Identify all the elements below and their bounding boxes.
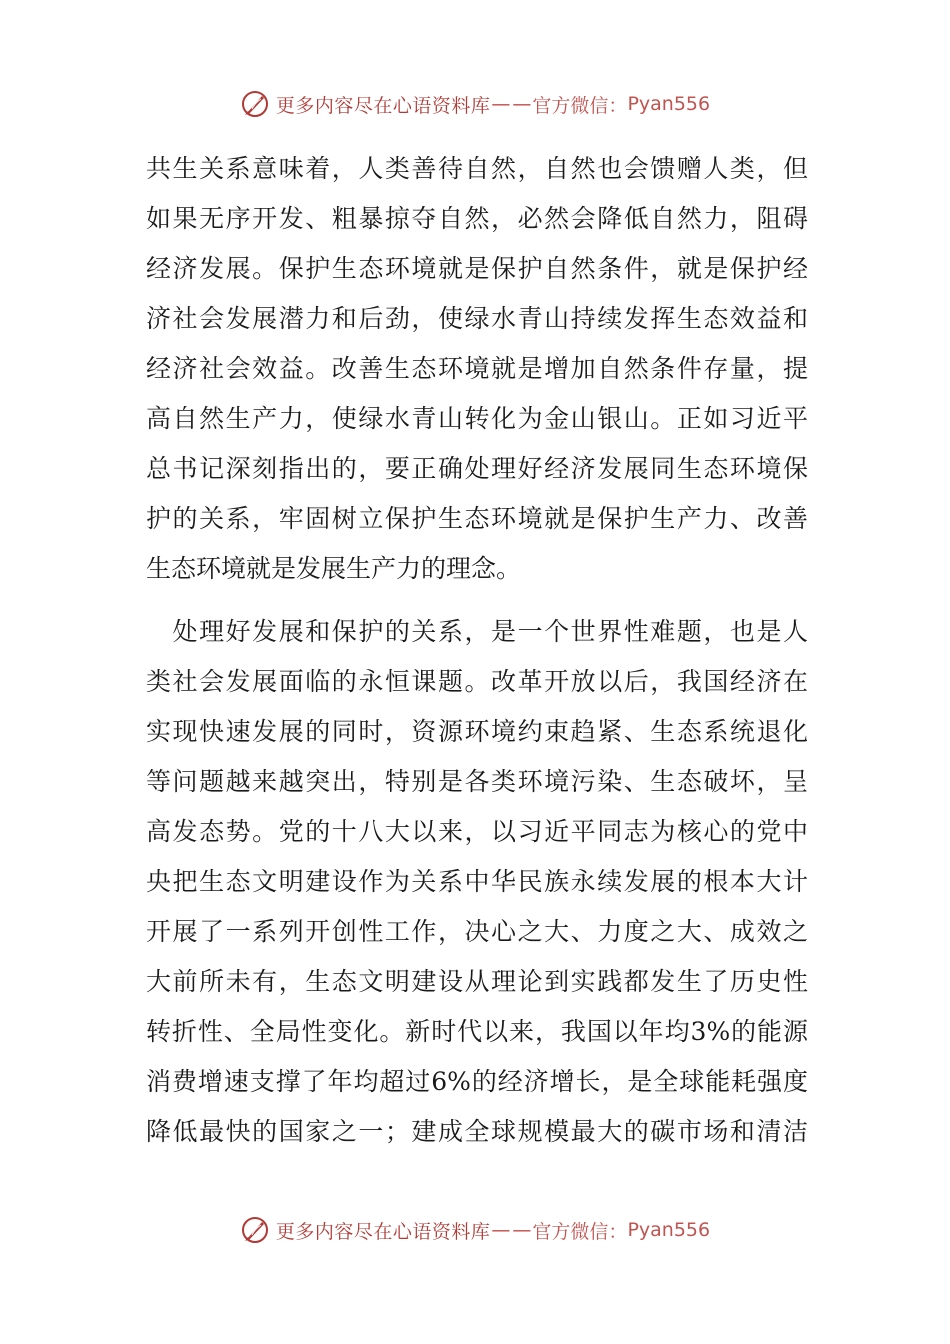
text-line: 转折性、全局性变化。新时代以来，我国以年均3%的能源 — [146, 1017, 808, 1046]
quill-pen-icon — [240, 89, 270, 119]
quill-pen-icon — [240, 1215, 270, 1245]
text-line: 护的关系，牢固树立保护生态环境就是保护生产力、改善 — [146, 504, 808, 533]
text-line: 大前所未有，生态文明建设从理论到实践都发生了历史性 — [146, 967, 808, 996]
text-line: 高发态势。党的十八大以来，以习近平同志为核心的党中 — [146, 817, 808, 846]
text-line: 处理好发展和保护的关系，是一个世界性难题，也是人 — [146, 617, 808, 646]
text-line: 经济社会效益。改善生态环境就是增加自然条件存量，提 — [146, 354, 808, 383]
banner-separator: — — [491, 93, 511, 115]
text-line: 生态环境就是发展生产力的理念。 — [146, 554, 522, 583]
header-watermark-banner — [0, 84, 950, 124]
banner-wechat-id: Pyan556 — [627, 93, 711, 115]
text-line: 经济发展。保护生态环境就是保护自然条件，就是保护经 — [146, 254, 808, 283]
banner-text: 更多内容尽在心语资料库 — [275, 1220, 491, 1243]
text-line: 等问题越来越突出，特别是各类环境污染、生态破坏，呈 — [146, 767, 808, 796]
text-line: 降低最快的国家之一；建成全球规模最大的碳市场和清洁 — [146, 1117, 808, 1146]
banner-text: 更多内容尽在心语资料库 — [275, 94, 491, 117]
text-line: 总书记深刻指出的，要正确处理好经济发展同生态环境保 — [146, 454, 808, 483]
text-line: 如果无序开发、粗暴掠夺自然，必然会降低自然力，阻碍 — [146, 204, 808, 233]
banner-separator-2: — — [512, 93, 532, 115]
text-line: 消费增速支撑了年均超过6%的经济增长，是全球能耗强度 — [146, 1067, 808, 1096]
text-line: 类社会发展面临的永恒课题。改革开放以后，我国经济在 — [146, 667, 808, 696]
banner-wechat-label: 官方微信： — [532, 94, 628, 117]
text-line: 开展了一系列开创性工作，决心之大、力度之大、成效之 — [146, 917, 808, 946]
banner-wechat-label: 官方微信： — [532, 1220, 628, 1243]
paragraph-2 — [146, 607, 808, 1157]
footer-watermark-banner — [0, 1210, 950, 1250]
text-line: 共生关系意味着，人类善待自然，自然也会馈赠人类，但 — [146, 154, 808, 183]
banner-wechat-id: Pyan556 — [627, 1219, 711, 1241]
text-line: 高自然生产力，使绿水青山转化为金山银山。正如习近平 — [146, 404, 808, 433]
text-line: 实现快速发展的同时，资源环境约束趋紧、生态系统退化 — [146, 717, 808, 746]
paragraph-1 — [146, 144, 808, 594]
banner-separator-2: — — [512, 1219, 532, 1241]
banner-separator: — — [491, 1219, 511, 1241]
text-line: 济社会发展潜力和后劲，使绿水青山持续发挥生态效益和 — [146, 304, 808, 333]
text-line: 央把生态文明建设作为关系中华民族永续发展的根本大计 — [146, 867, 808, 896]
